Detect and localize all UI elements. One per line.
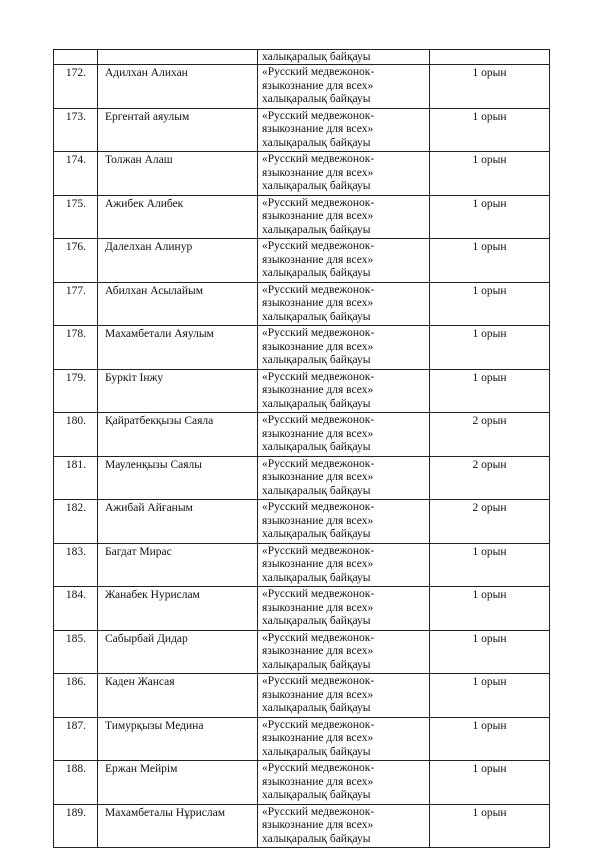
- event-name: [258, 717, 430, 761]
- continuation-row: [54, 50, 550, 65]
- event-line: «Русский медвежонок-: [262, 370, 375, 383]
- row-number: 178.: [54, 326, 98, 370]
- event-line: халықаралық байқауы: [262, 223, 371, 236]
- place-result: 1 орын: [430, 761, 550, 805]
- continuation-name-cell: [98, 50, 258, 65]
- event-line: халықаралық байқауы: [262, 397, 371, 410]
- event-name: [258, 369, 430, 413]
- event-line: языкознание для всех»: [262, 166, 374, 179]
- place-result: 1 орын: [430, 717, 550, 761]
- participant-name: Махамбетали Аяулым: [98, 326, 258, 370]
- table-row: [54, 717, 550, 761]
- participant-name: Тимурқызы Медина: [98, 717, 258, 761]
- participant-name: Буркіт Інжу: [98, 369, 258, 413]
- event-line: халықаралық байқауы: [262, 136, 371, 149]
- continuation-place-cell: [430, 50, 550, 65]
- event-line: «Русский медвежонок-: [262, 675, 375, 688]
- event-line: языкознание для всех»: [262, 732, 374, 745]
- event-line: халықаралық байқауы: [262, 832, 371, 845]
- event-line: «Русский медвежонок-: [262, 327, 375, 340]
- place-result: 1 орын: [430, 108, 550, 152]
- event-line: «Русский медвежонок-: [262, 66, 375, 79]
- participant-name: Ергентай аяулым: [98, 108, 258, 152]
- event-line: языкознание для всех»: [262, 688, 374, 701]
- place-result: 1 орын: [430, 674, 550, 718]
- table-row: [54, 326, 550, 370]
- event-line: халықаралық байқауы: [262, 484, 371, 497]
- event-line: языкознание для всех»: [262, 645, 374, 658]
- table-row: [54, 369, 550, 413]
- participant-name: Ажибай Айғаным: [98, 500, 258, 544]
- event-line: «Русский медвежонок-: [262, 457, 375, 470]
- participant-name: Абилхан Асылайым: [98, 282, 258, 326]
- row-number: 184.: [54, 587, 98, 631]
- participant-name: Далелхан Алинур: [98, 239, 258, 283]
- place-result: 1 орын: [430, 369, 550, 413]
- place-result: 1 орын: [430, 239, 550, 283]
- event-line: халықаралық байқауы: [262, 441, 371, 454]
- event-line: «Русский медвежонок-: [262, 805, 375, 818]
- participant-name: Қайратбекқызы Саяла: [98, 413, 258, 457]
- event-line: халықаралық байқауы: [262, 615, 371, 628]
- table-row: [54, 152, 550, 196]
- event-line: «Русский медвежонок-: [262, 718, 375, 731]
- event-line: «Русский медвежонок-: [262, 109, 375, 122]
- place-result: 1 орын: [430, 195, 550, 239]
- event-line: халықаралық байқауы: [262, 789, 371, 802]
- participant-name: Жанабек Нурислам: [98, 587, 258, 631]
- row-number: 179.: [54, 369, 98, 413]
- event-name: [258, 804, 430, 848]
- participant-name: Адилхан Алихан: [98, 65, 258, 109]
- event-name: [258, 413, 430, 457]
- event-name: [258, 543, 430, 587]
- row-number: 182.: [54, 500, 98, 544]
- place-result: 2 орын: [430, 413, 550, 457]
- results-table-body: [54, 50, 550, 848]
- table-row: [54, 630, 550, 674]
- event-line: языкознание для всех»: [262, 123, 374, 136]
- event-line: халықаралық байқауы: [262, 745, 371, 758]
- participant-name: Багдат Мирас: [98, 543, 258, 587]
- event-name: [258, 456, 430, 500]
- row-number: 189.: [54, 804, 98, 848]
- event-name: [258, 761, 430, 805]
- event-name: [258, 239, 430, 283]
- place-result: 1 орын: [430, 326, 550, 370]
- event-name: [258, 152, 430, 196]
- place-result: 2 орын: [430, 456, 550, 500]
- event-line: халықаралық байқауы: [262, 528, 371, 541]
- event-line: «Русский медвежонок-: [262, 588, 375, 601]
- table-row: [54, 674, 550, 718]
- table-row: [54, 282, 550, 326]
- continuation-event-cell: [258, 50, 430, 65]
- row-number: 188.: [54, 761, 98, 805]
- place-result: 1 орын: [430, 587, 550, 631]
- results-table: [53, 49, 550, 848]
- event-line: халықаралық байқауы: [262, 267, 371, 280]
- row-number: 180.: [54, 413, 98, 457]
- event-line: языкознание для всех»: [262, 558, 374, 571]
- row-number: 175.: [54, 195, 98, 239]
- participant-name: Ажибек Алибек: [98, 195, 258, 239]
- table-row: [54, 456, 550, 500]
- row-number: 174.: [54, 152, 98, 196]
- row-number: 185.: [54, 630, 98, 674]
- event-line: «Русский медвежонок-: [262, 544, 375, 557]
- event-tail: халықаралық байқауы: [262, 51, 371, 63]
- place-result: 1 орын: [430, 804, 550, 848]
- event-line: халықаралық байқауы: [262, 180, 371, 193]
- event-name: [258, 587, 430, 631]
- place-result: 1 орын: [430, 65, 550, 109]
- event-line: халықаралық байқауы: [262, 702, 371, 715]
- event-line: «Русский медвежонок-: [262, 631, 375, 644]
- event-line: языкознание для всех»: [262, 471, 374, 484]
- table-row: [54, 587, 550, 631]
- event-line: халықаралық байқауы: [262, 658, 371, 671]
- participant-name: Толжан Алаш: [98, 152, 258, 196]
- table-row: [54, 543, 550, 587]
- participant-name: Мауленқызы Саялы: [98, 456, 258, 500]
- event-line: языкознание для всех»: [262, 427, 374, 440]
- place-result: 1 орын: [430, 543, 550, 587]
- table-row: [54, 65, 550, 109]
- participant-name: Каден Жансая: [98, 674, 258, 718]
- event-line: «Русский медвежонок-: [262, 196, 375, 209]
- event-line: халықаралық байқауы: [262, 571, 371, 584]
- event-name: [258, 630, 430, 674]
- event-line: «Русский медвежонок-: [262, 762, 375, 775]
- event-name: [258, 65, 430, 109]
- event-name: [258, 108, 430, 152]
- place-result: 1 орын: [430, 152, 550, 196]
- row-number: 186.: [54, 674, 98, 718]
- row-number: 183.: [54, 543, 98, 587]
- event-line: языкознание для всех»: [262, 601, 374, 614]
- event-name: [258, 195, 430, 239]
- event-line: халықаралық байқауы: [262, 93, 371, 106]
- event-line: «Русский медвежонок-: [262, 153, 375, 166]
- event-line: «Русский медвежонок-: [262, 240, 375, 253]
- table-row: [54, 195, 550, 239]
- event-line: халықаралық байқауы: [262, 354, 371, 367]
- row-number: 173.: [54, 108, 98, 152]
- row-number: 187.: [54, 717, 98, 761]
- table-row: [54, 413, 550, 457]
- event-line: языкознание для всех»: [262, 514, 374, 527]
- participant-name: Сабырбай Дидар: [98, 630, 258, 674]
- event-line: «Русский медвежонок-: [262, 414, 375, 427]
- event-line: языкознание для всех»: [262, 384, 374, 397]
- event-name: [258, 282, 430, 326]
- table-row: [54, 108, 550, 152]
- row-number: 172.: [54, 65, 98, 109]
- continuation-num-cell: [54, 50, 98, 65]
- row-number: 177.: [54, 282, 98, 326]
- event-line: языкознание для всех»: [262, 340, 374, 353]
- event-line: языкознание для всех»: [262, 79, 374, 92]
- event-name: [258, 500, 430, 544]
- participant-name: Махамбеталы Нұрислам: [98, 804, 258, 848]
- row-number: 176.: [54, 239, 98, 283]
- event-line: языкознание для всех»: [262, 297, 374, 310]
- participant-name: Ержан Мейрім: [98, 761, 258, 805]
- event-line: «Русский медвежонок-: [262, 283, 375, 296]
- event-line: языкознание для всех»: [262, 819, 374, 832]
- place-result: 1 орын: [430, 630, 550, 674]
- place-result: 2 орын: [430, 500, 550, 544]
- event-line: языкознание для всех»: [262, 253, 374, 266]
- event-name: [258, 674, 430, 718]
- table-row: [54, 761, 550, 805]
- event-name: [258, 326, 430, 370]
- table-row: [54, 804, 550, 848]
- row-number: 181.: [54, 456, 98, 500]
- place-result: 1 орын: [430, 282, 550, 326]
- event-line: «Русский медвежонок-: [262, 501, 375, 514]
- event-line: языкознание для всех»: [262, 775, 374, 788]
- event-line: языкознание для всех»: [262, 210, 374, 223]
- table-row: [54, 239, 550, 283]
- table-row: [54, 500, 550, 544]
- event-line: халықаралық байқауы: [262, 310, 371, 323]
